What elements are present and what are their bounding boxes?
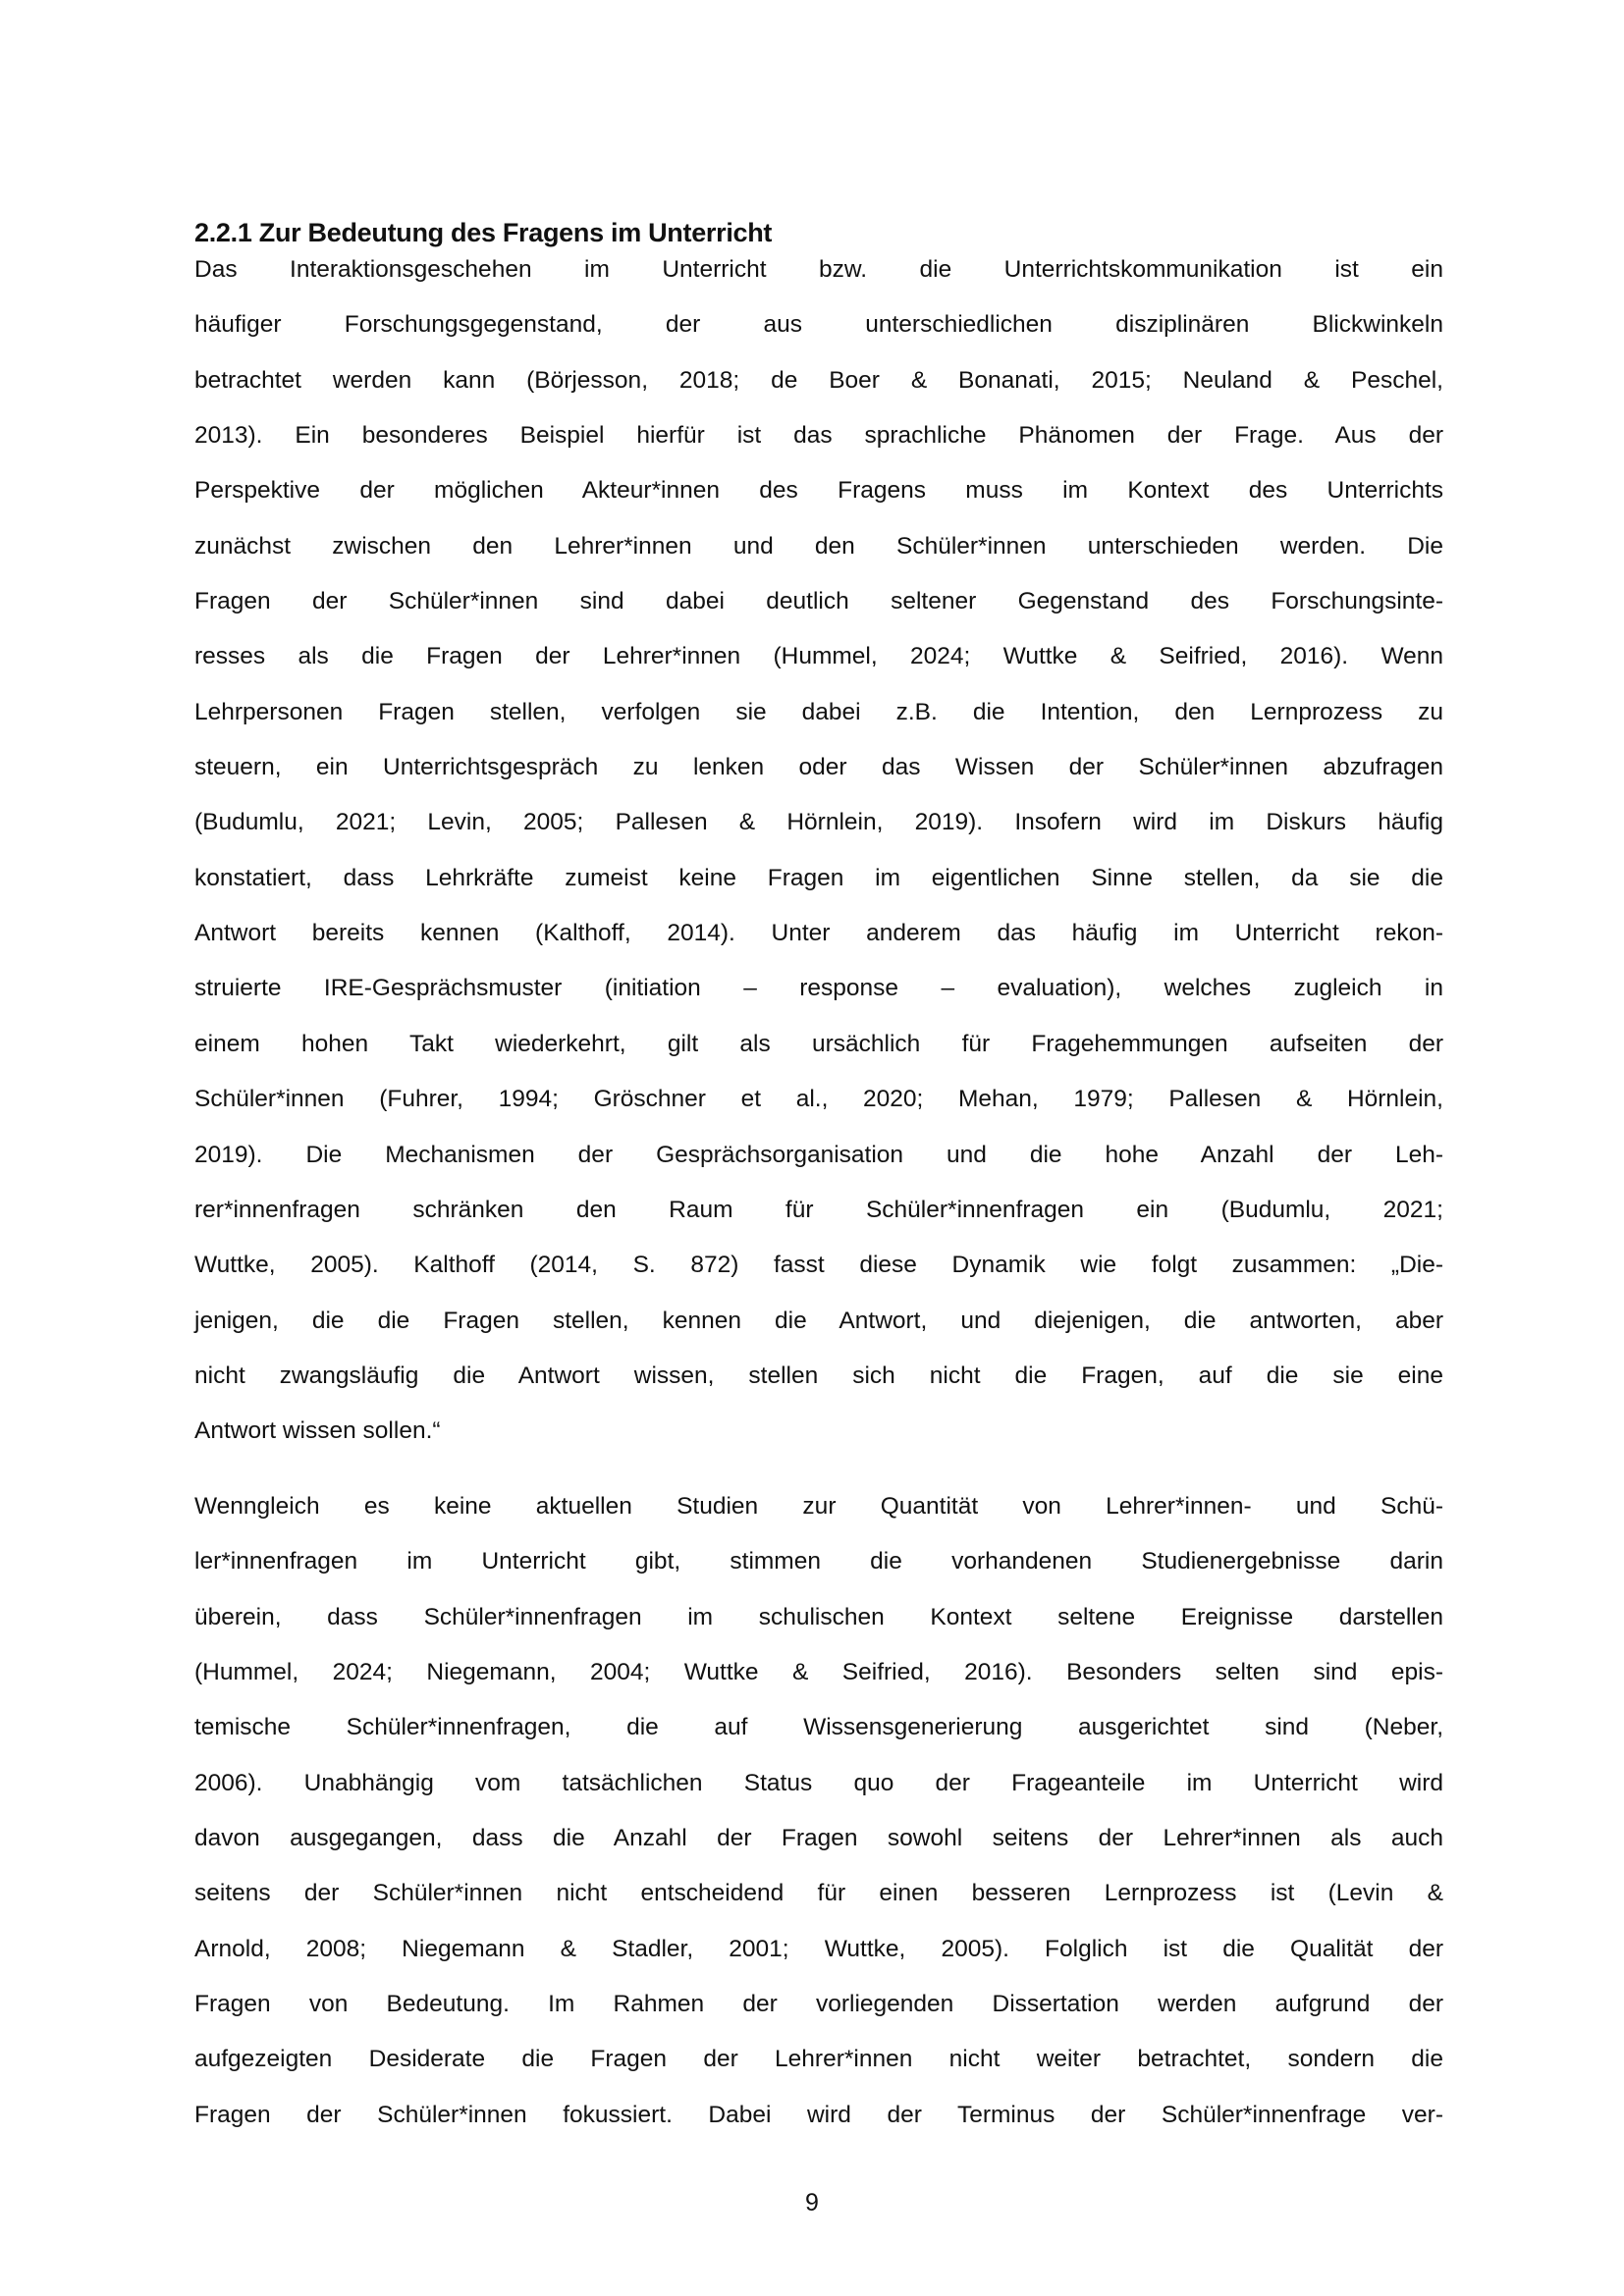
text-line: Fragen der Schüler*innen fokussiert. Dabei wird der Terminus der Schüler*innenfrage ver- (194, 2101, 1443, 2128)
text-line: jenigen, die die Fragen stellen, kennen die Antwort, und diejenigen, die antworten, aber (194, 1307, 1443, 1334)
section-heading: 2.2.1 Zur Bedeutung des Fragens im Unterricht (194, 218, 773, 248)
text-line: Lehrpersonen Fragen stellen, verfolgen sie dabei z.B. die Intention, den Lernprozess zu (194, 698, 1443, 725)
text-line: nicht zwangsläufig die Antwort wissen, stellen sich nicht die Fragen, auf die sie eine (194, 1362, 1443, 1389)
text-line: zunächst zwischen den Lehrer*innen und den Schüler*innen unterschieden werden. Die (194, 532, 1443, 560)
text-line: Perspektive der möglichen Akteur*innen des Fragens muss im Kontext des Unterrichts (194, 477, 1443, 505)
text-line: steuern, ein Unterrichtsgespräch zu lenken oder das Wissen der Schüler*innen abzufragen (194, 754, 1443, 781)
text-line: betrachtet werden kann (Börjesson, 2018; de Boer & Bonanati, 2015; Neuland & Peschel, (194, 366, 1443, 394)
text-line: einem hohen Takt wiederkehrt, gilt als ursächlich für Fragehemmungen aufseiten der (194, 1030, 1443, 1057)
page-number: 9 (805, 2189, 819, 2216)
text-line: temische Schüler*innenfragen, die auf Wissensgenerierung ausgerichtet sind (Neber, (194, 1714, 1443, 1741)
text-line: 2013). Ein besonderes Beispiel hierfür ist das sprachliche Phänomen der Frage. Aus der (194, 422, 1443, 450)
text-line: überein, dass Schüler*innenfragen im schulischen Kontext seltene Ereignisse darstellen (194, 1603, 1443, 1630)
paragraph-2 (194, 1479, 1443, 2143)
text-line: Das Interaktionsgeschehen im Unterricht bzw. die Unterrichtskommunikation ist ein (194, 256, 1443, 283)
text-line: Schüler*innen (Fuhrer, 1994; Gröschner et al., 2020; Mehan, 1979; Pallesen & Hörnlein, (194, 1086, 1443, 1113)
text-line: seitens der Schüler*innen nicht entscheidend für einen besseren Lernprozess ist (Levin & (194, 1880, 1443, 1907)
text-line: rer*innenfragen schränken den Raum für Schüler*innenfragen ein (Budumlu, 2021; (194, 1196, 1443, 1223)
paragraph-1 (194, 242, 1443, 1460)
text-line: Wuttke, 2005). Kalthoff (2014, S. 872) fasst diese Dynamik wie folgt zusammen: „Die- (194, 1252, 1443, 1279)
text-line: 2019). Die Mechanismen der Gesprächsorganisation und die hohe Anzahl der Leh- (194, 1141, 1443, 1168)
text-line: (Budumlu, 2021; Levin, 2005; Pallesen & Hörnlein, 2019). Insofern wird im Diskurs häufig (194, 809, 1443, 836)
text-line: konstatiert, dass Lehrkräfte zumeist keine Fragen im eigentlichen Sinne stellen, da sie die (194, 864, 1443, 891)
text-line: Fragen von Bedeutung. Im Rahmen der vorliegenden Dissertation werden aufgrund der (194, 1991, 1443, 2018)
text-line: häufiger Forschungsgegenstand, der aus unterschiedlichen disziplinären Blickwinkeln (194, 311, 1443, 339)
text-line: Wenngleich es keine aktuellen Studien zur Quantität von Lehrer*innen- und Schü- (194, 1493, 1443, 1520)
text-line: davon ausgegangen, dass die Anzahl der Fragen sowohl seitens der Lehrer*innen als auch (194, 1825, 1443, 1852)
text-line: (Hummel, 2024; Niegemann, 2004; Wuttke & Seifried, 2016). Besonders selten sind epis- (194, 1659, 1443, 1686)
text-line: resses als die Fragen der Lehrer*innen (Hummel, 2024; Wuttke & Seifried, 2016). Wenn (194, 643, 1443, 670)
text-line: aufgezeigten Desiderate die Fragen der Lehrer*innen nicht weiter betrachtet, sondern die (194, 2046, 1443, 2073)
text-line: Antwort bereits kennen (Kalthoff, 2014). Unter anderem das häufig im Unterricht rekon- (194, 920, 1443, 947)
text-line: ler*innenfragen im Unterricht gibt, stimmen die vorhandenen Studienergebnisse darin (194, 1548, 1443, 1575)
text-line: struierte IRE-Gesprächsmuster (initiation – response – evaluation), welches zugleich in (194, 975, 1443, 1002)
text-line: Antwort wissen sollen.“ (194, 1417, 441, 1445)
text-line: Fragen der Schüler*innen sind dabei deutlich seltener Gegenstand des Forschungsinte- (194, 588, 1443, 615)
text-line: Arnold, 2008; Niegemann & Stadler, 2001; Wuttke, 2005). Folglich ist die Qualität der (194, 1935, 1443, 1962)
text-line: 2006). Unabhängig vom tatsächlichen Status quo der Frageanteile im Unterricht wird (194, 1769, 1443, 1796)
